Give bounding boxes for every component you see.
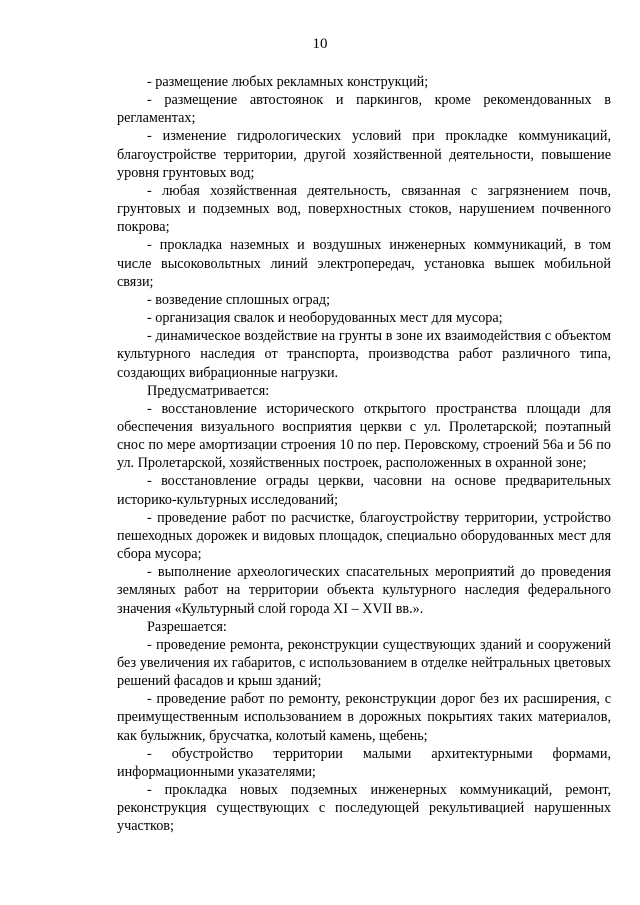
section-heading-allowed: Разрешается: bbox=[147, 618, 227, 635]
prohibition-pollution: - любая хозяйственная деятельность, связанная с загрязнением почв, грунтовых и подземных вод, поверхностных стоков, нарушением почвенного покрова; bbox=[117, 182, 611, 236]
prohibition-advertising: - размещение любых рекламных конструкций; bbox=[147, 74, 429, 90]
section-heading-planned: Предусматривается: bbox=[147, 382, 270, 399]
allowed-road-repair: - проведение работ по ремонту, реконструкции дорог без их расширения, с преимущественным использованием в дорожных покрытиях таких материалов, как булыжник, брусчатка, колотый камень, щебень; bbox=[117, 691, 611, 744]
planned-square-restoration: - восстановление исторического открытого пространства площади для обеспечения визуального восприятия церкви с ул. Пролетарской; поэтапный снос по мере амортизации строения 10 по пер. Перовскому, строений 56а и 56 по ул. Пролетарской, хозяйственных построек, расположенных в охранной зоне; bbox=[117, 400, 611, 472]
allowed-small-forms: - обустройство территории малыми архитектурными формами, информационными указателями; bbox=[117, 745, 611, 780]
allowed-underground-utilities: - прокладка новых подземных инженерных коммуникаций, ремонт, реконструкция существующих с последующей рекультивацией нарушенных участков; bbox=[117, 782, 611, 835]
prohibition-solid-fences: - возведение сплошных оград; bbox=[147, 291, 331, 308]
planned-landscaping: - проведение работ по расчистке, благоустройству территории, устройство пешеходных дорожек и видовых площадок, специально оборудованных мест для сбора мусора; bbox=[117, 509, 611, 563]
prohibition-dumps: - организация свалок и необорудованных мест для мусора; bbox=[147, 310, 503, 327]
planned-fence-restoration: - восстановление ограды церкви, часовни на основе предварительных историко-культурных исследований; bbox=[117, 473, 611, 508]
prohibition-parking: - размещение автостоянок и паркингов, кроме рекомендованных в регламентах; bbox=[117, 92, 611, 127]
prohibition-overhead-utilities: - прокладка наземных и воздушных инженерных коммуникаций, в том числе высоковольтных линий электропередач, установка вышек мобильной связи; bbox=[117, 237, 611, 290]
prohibition-hydrology: - изменение гидрологических условий при прокладке коммуникаций, благоустройстве территории, другой хозяйственной деятельности, повышение уровня грунтовых вод; bbox=[117, 128, 611, 181]
planned-archaeology: - выполнение археологических спасательных мероприятий до проведения земляных работ на территории объекта культурного наследия федерального значения «Культурный слой города XI – XVII вв.». bbox=[117, 564, 611, 617]
document-body bbox=[117, 73, 611, 836]
page-number: 10 bbox=[312, 36, 328, 52]
allowed-building-repair: - проведение ремонта, реконструкции существующих зданий и сооружений без увеличения их габаритов, с использованием в отделке нейтральных цветовых решений фасадов и крыш зданий; bbox=[117, 636, 611, 690]
prohibition-vibration: - динамическое воздействие на грунты в зоне их взаимодействия с объектом культурного наследия от транспорта, производства работ различного типа, создающих вибрационные нагрузки. bbox=[117, 328, 611, 381]
